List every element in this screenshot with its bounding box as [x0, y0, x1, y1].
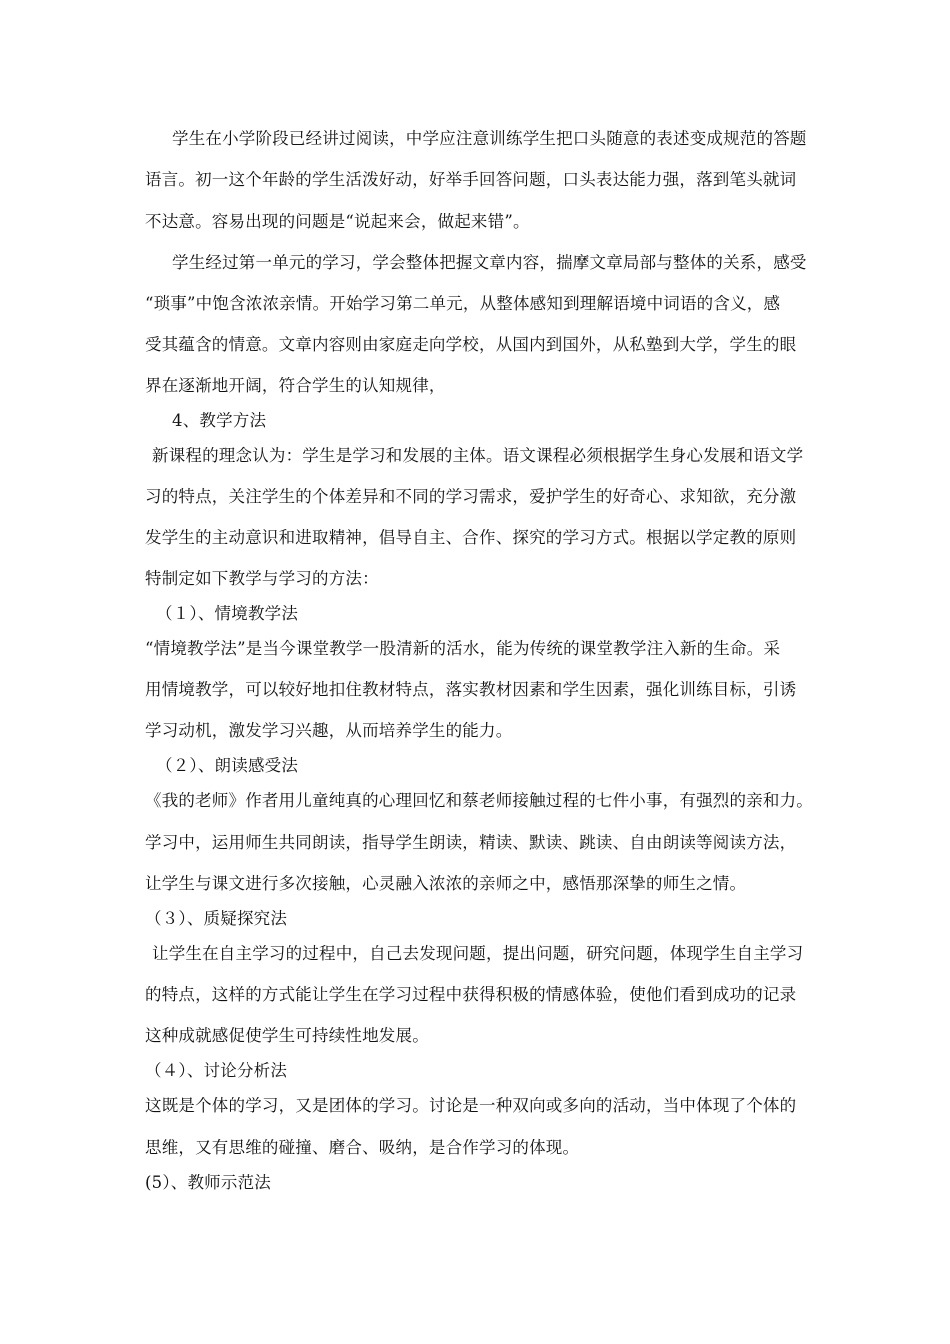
- paragraph-line: 思维，又有思维的碰撞、磨合、吸纳，是合作学习的体现。: [145, 1138, 580, 1157]
- subsection-heading: （４）、讨论分析法: [145, 1061, 288, 1080]
- paragraph-line: “情境教学法”是当今课堂教学一股清新的活水，能为传统的课堂教学注入新的生命。采: [145, 639, 781, 658]
- paragraph-line: 不达意。容易出现的问题是“说起来会，做起来错”。: [145, 212, 530, 231]
- paragraph-line: 新课程的理念认为：学生是学习和发展的主体。语文课程必须根据学生身心发展和语文学: [152, 446, 804, 465]
- subsection-heading: （２）、朗读感受法: [156, 756, 299, 775]
- paragraph-line: 特制定如下教学与学习的方法：: [145, 569, 379, 588]
- paragraph-line: 《我的老师》作者用儿童纯真的心理回忆和蔡老师接触过程的七件小事，有强烈的亲和力。: [145, 791, 813, 810]
- paragraph-line: 学习动机，激发学习兴趣，从而培养学生的能力。: [145, 721, 513, 740]
- paragraph-line: 发学生的主动意识和进取精神，倡导自主、合作、探究的学习方式。根据以学定教的原则: [145, 528, 797, 547]
- paragraph-line: 学生在小学阶段已经讲过阅读，中学应注意训练学生把口头随意的表述变成规范的答题: [172, 129, 807, 148]
- paragraph-line: 让学生在自主学习的过程中，自己去发现问题，提出问题，研究问题，体现学生自主学习: [152, 944, 804, 963]
- paragraph-line: 学生经过第一单元的学习，学会整体把握文章内容，揣摩文章局部与整体的关系，感受: [172, 253, 807, 272]
- paragraph-line: 让学生与课文进行多次接触，心灵融入浓浓的亲师之中，感悟那深挚的师生之情。: [145, 874, 747, 893]
- paragraph-line: 习的特点，关注学生的个体差异和不同的学习需求，爱护学生的好奇心、求知欲，充分激: [145, 487, 797, 506]
- paragraph-line: 学习中，运用师生共同朗读，指导学生朗读，精读、默读、跳读、自由朗读等阅读方法，: [145, 833, 797, 852]
- paragraph-line: 这既是个体的学习，又是团体的学习。讨论是一种双向或多向的活动，当中体现了个体的: [145, 1096, 797, 1115]
- section-heading: 4、教学方法: [172, 411, 267, 430]
- subsection-heading: (5）、教师示范法: [145, 1173, 271, 1192]
- paragraph-line: 这种成就感促使学生可持续性地发展。: [145, 1026, 429, 1045]
- paragraph-line: 用情境教学，可以较好地扣住教材特点，落实教材因素和学生因素，强化训练目标，引诱: [145, 680, 797, 699]
- paragraph-line: 受其蕴含的情意。文章内容则由家庭走向学校，从国内到国外，从私塾到大学，学生的眼: [145, 335, 797, 354]
- subsection-heading: （１）、情境教学法: [156, 604, 299, 623]
- paragraph-line: 的特点，这样的方式能让学生在学习过程中获得积极的情感体验，使他们看到成功的记录: [145, 985, 797, 1004]
- paragraph-line: 语言。初一这个年龄的学生活泼好动，好举手回答问题，口头表达能力强，落到笔头就词: [145, 170, 797, 189]
- paragraph-line: 界在逐渐地开阔，符合学生的认知规律，: [145, 376, 446, 395]
- paragraph-line: “琐事”中饱含浓浓亲情。开始学习第二单元，从整体感知到理解语境中词语的含义，感: [145, 294, 781, 313]
- subsection-heading: （３）、质疑探究法: [145, 909, 288, 928]
